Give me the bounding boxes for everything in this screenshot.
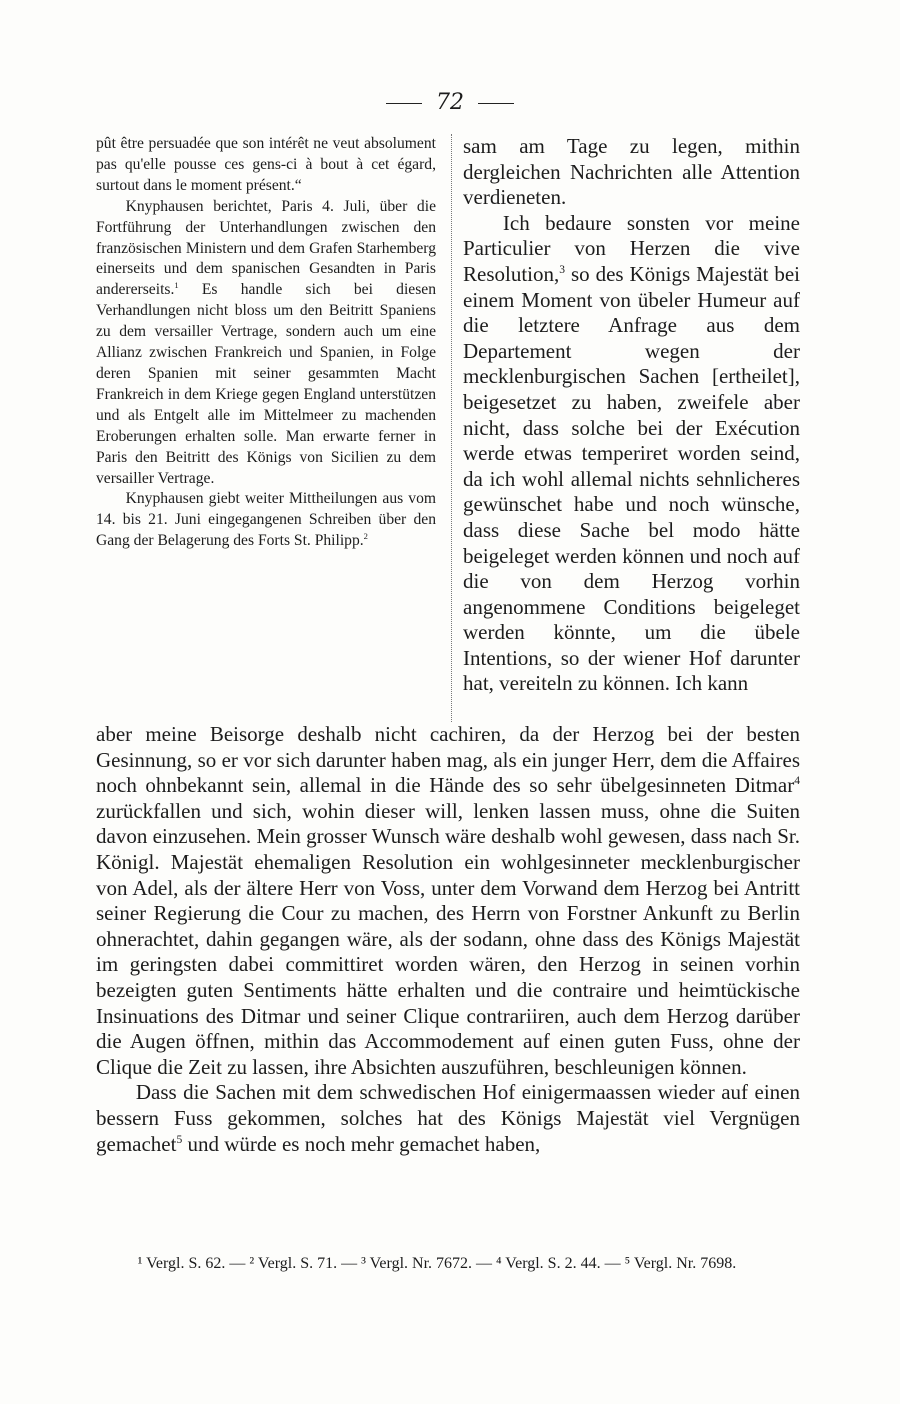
left-column: [96, 134, 436, 552]
page-number-text: 72: [436, 90, 464, 115]
right-paragraph-1: sam am Tage zu legen, mithin dergleichen Nachrichten alle Attention verdieneten.: [463, 134, 800, 210]
page-number-dash-left: [386, 103, 422, 104]
column-divider: [451, 134, 452, 722]
full-paragraph-2: [96, 1080, 800, 1157]
left-paragraph-3-text: Knyphausen giebt weiter Mittheilungen aus vom 14. bis 21. Juni eingegangenen Schreiben über den Gang der Belagerung des Forts St. Philipp.: [96, 490, 436, 550]
full-paragraph-1-text-b: zurückfallen und sich, wohin dieser will, lenken lassen muss, ohne die Suiten davon einzusehen. Mein grosser Wunsch wäre deshalb wohl gewesen, dass nach Sr. Königl. Majestät ehemaligen Resolution ein wohlgesinneter mecklenburgischer von Adel, als der ältere Herr von Voss, unter dem Vorwand dem Herzog bei Antritt seiner Regierung die Cour zu machen, des Herrn von Forstner Ankunft zu Berlin ohnerachtet, dahin gegangen wäre, als der sodann, ohne dass des Königs Majestät im geringsten dabei committiret worden wären, den Herzog in seinen vorhin bezeigten guten Sentiments hätte erhalten und die contraire und heimtückische Insinuations des Ditmar und seiner Clique contrariiren, auch dem Herzog darüber die Augen öffnen, mithin das Accommodement auf einen guten Fuss, ohne der Clique die Zeit zu lassen, ihre Absichten auszuführen, beschleunigen können.: [96, 798, 800, 1079]
full-paragraph-2-text-b: und würde es noch mehr gemachet haben,: [182, 1131, 541, 1156]
full-width-text: [96, 722, 800, 1157]
right-paragraph-2: [463, 211, 800, 697]
footnote-ref-1: 1: [174, 280, 179, 291]
right-paragraph-2-text-a: Ich bedaure sonsten vor meine Particulier von Herzen die vive Resolution,: [463, 210, 800, 286]
footnotes-line: ¹ Vergl. S. 62. — ² Vergl. S. 71. — ³ Vergl. Nr. 7672. — ⁴ Vergl. S. 2. 44. — ⁵ Vergl. Nr. 7698.: [137, 1255, 737, 1272]
footnotes: [96, 1252, 800, 1276]
page-number-dash-right: [478, 103, 514, 104]
footnote-ref-2: 2: [363, 531, 368, 542]
left-paragraph-1: pût être persuadée que son intérêt ne veut absolument pas qu'elle pousse ces gens-ci à bout à cet égard, surtout dans le moment présent.“: [96, 135, 436, 194]
left-paragraph-2-text-a: Knyphausen berichtet, Paris 4. Juli, über die Fortführung der Unterhandlungen zwischen den französischen Ministern und dem Grafen Starhemberg einerseits und dem spanischen Gesandten in Paris andererseits.: [96, 197, 436, 299]
footnote-ref-3: 3: [559, 263, 566, 276]
full-paragraph-1-text-a: aber meine Beisorge deshalb nicht cachiren, da der Herzog bei der besten Gesinnung, so er vor sich darunter haben mag, als ein junger Herr, dem die Affaires noch ohnbekannt sein, allemal in die Hände des so sehr übelgesinneten Ditmar: [96, 722, 800, 798]
page-number: [0, 90, 900, 115]
footnote-ref-4: 4: [794, 775, 800, 788]
full-paragraph-1: [96, 722, 800, 1080]
footnote-ref-5: 5: [176, 1133, 183, 1146]
right-column: [463, 134, 800, 697]
full-paragraph-2-text-a: Dass die Sachen mit dem schwedischen Hof einigermaassen wieder auf einen bessern Fuss gekommen, solches hat des Königs Majestät viel Vergnügen gemachet: [96, 1080, 800, 1156]
left-paragraph-2: [96, 197, 436, 490]
left-paragraph-3: [96, 489, 436, 552]
right-paragraph-2-text-b: so des Königs Majestät bei einem Moment von übeler Humeur auf die letztere Anfrage aus dem Departement wegen der mecklenburgischen Sachen [ertheilet], beigesetzet zu haben, zweifele aber nicht, dass solche bei der Exécution werde etwas temperiret worden seind, da ich wohl allemal nichts sehnlicheres gewünschet habe und noch wünsche, dass diese Sache bel modo hätte beigeleget werden können und noch auf die von dem Herzog vorhin angenommene Conditions beigeleget werden könnte, um die übele Intentions, so der wiener Hof darunter hat, vereiteln zu können. Ich kann: [463, 261, 800, 696]
left-paragraph-2-text-b: Es handle sich bei diesen Verhandlungen nicht bloss um den Beitritt Spaniens zu dem versailler Vertrage, sondern auch um eine Allianz zwischen Frankreich und Spanien, in Folge deren Spanien mit seiner gesammten Macht Frankreich in dem Kriege gegen England unterstützen und als Entgelt alle im Mittelmeer zu machenden Eroberungen erhalten solle. Man erwarte ferner in Paris den Beitritt des Königs von Sicilien zu dem versailler Vertrage.: [96, 281, 436, 487]
